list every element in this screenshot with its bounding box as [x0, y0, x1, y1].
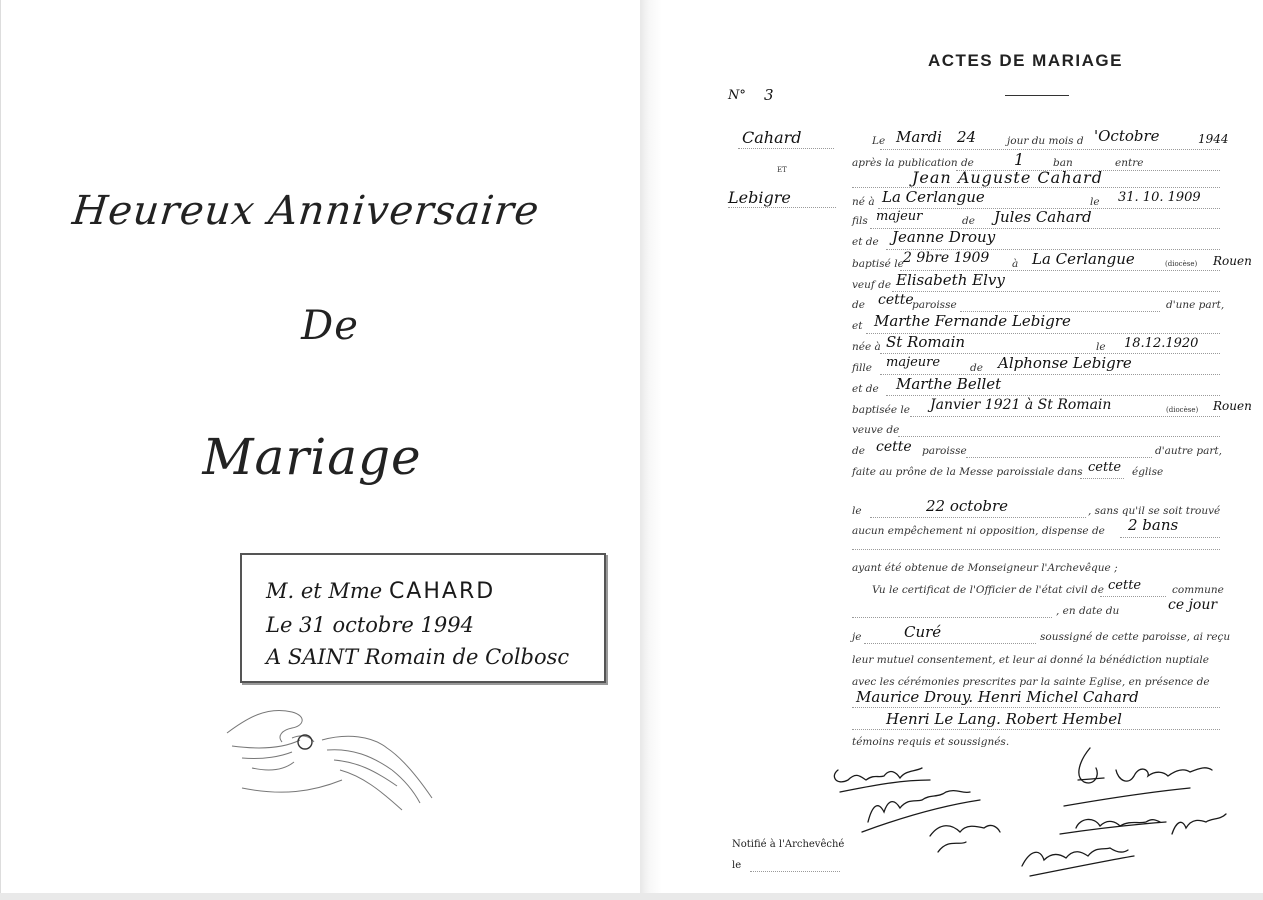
groom-parish: cette — [878, 292, 914, 308]
label-en-date-du: , en date du — [1056, 605, 1120, 617]
date-du: ce jour — [1168, 597, 1218, 613]
groom-bapt-place: La Cerlangue — [1032, 250, 1135, 268]
groom-father: Jules Cahard — [994, 208, 1092, 226]
label-a: à — [1012, 258, 1019, 270]
label-et: et — [852, 320, 863, 332]
label-apres-publication: après la publication de — [852, 157, 974, 169]
bride-birthplace: St Romain — [886, 333, 966, 351]
signature-lebigre — [868, 791, 970, 822]
label-fille: fille — [852, 362, 872, 374]
label-notifie-le: le — [732, 860, 742, 871]
label-et-de: et de — [852, 383, 879, 395]
groom-diocese: Rouen — [1213, 254, 1252, 268]
label-dautre-part: d'autre part, — [1155, 445, 1222, 457]
cover-title-line3: Mariage — [202, 428, 422, 486]
card-family-name: CAHARD — [388, 579, 496, 604]
bride-mother: Marthe Bellet — [896, 375, 1002, 393]
label-et-de: et de — [852, 236, 879, 248]
label-vu-certificat: Vu le certificat de l'Officier de l'état civil de — [872, 584, 1104, 596]
margin-groom-name: Cahard — [742, 128, 802, 147]
label-de: de — [852, 299, 865, 311]
bride-baptism: Janvier 1921 à St Romain — [930, 397, 1112, 413]
card-honorific: M. et Mme — [266, 579, 383, 603]
label-ban: ban — [1053, 157, 1073, 169]
label-diocese: (diocèse) — [1165, 260, 1198, 268]
label-le: le — [1096, 341, 1106, 353]
dispense-bans: 2 bans — [1128, 516, 1179, 534]
commune-name: cette — [1108, 578, 1142, 593]
label-ne-a: né à — [852, 196, 875, 208]
label-fils: fils — [852, 215, 868, 227]
form-line — [750, 871, 840, 872]
groom-mother: Jeanne Drouy — [892, 228, 996, 246]
groom-name: Jean Auguste Cahard — [912, 168, 1103, 187]
cover-title-line1: Heureux Anniversaire — [70, 188, 542, 234]
label-entre: entre — [1115, 157, 1144, 169]
groom-birthdate: 31. 10. 1909 — [1118, 190, 1201, 205]
label-jour-du-mois: jour du mois d — [1007, 135, 1084, 147]
prone-date: 22 octobre — [926, 497, 1008, 515]
cover-title-line2: De — [301, 303, 359, 349]
margin-et: ET — [777, 166, 787, 174]
label-aucun-empechement: aucun empêchement ni opposition, dispense de — [852, 525, 1105, 537]
year: 1944 — [1198, 132, 1229, 146]
card-at: A — [266, 645, 282, 669]
groom-status: majeur — [876, 209, 923, 224]
label-veuve-de: veuve de — [852, 424, 900, 436]
label-dune-part: d'une part, — [1166, 299, 1225, 311]
bride-name: Marthe Fernande Lebigre — [874, 312, 1071, 330]
label-notifie: Notifié à l'Archevêché — [732, 839, 845, 850]
witnesses-line-2: Henri Le Lang. Robert Hembel — [886, 710, 1122, 728]
groom-widow-of: Elisabeth Elvy — [896, 271, 1005, 289]
bride-parish: cette — [876, 439, 912, 455]
ban-count: 1 — [1014, 150, 1025, 169]
label-baptise-le: baptisé le — [852, 258, 904, 270]
label-eglise: église — [1132, 466, 1164, 478]
signature-cahard — [834, 768, 922, 782]
card-line-2: Le 31 octobre 1994 — [266, 613, 474, 637]
margin-bride-name: Lebigre — [728, 188, 791, 207]
label-leur-mutuel: leur mutuel consentement, et leur ai donné la bénédiction nuptiale — [852, 654, 1209, 666]
bride-status: majeure — [886, 355, 941, 370]
cure: Curé — [904, 623, 942, 641]
label-le: le — [1090, 196, 1100, 208]
label-je: je — [852, 631, 862, 643]
label-sans-quil: , sans qu'il se soit trouvé — [1088, 505, 1221, 517]
label-le: le — [852, 505, 862, 517]
label-de: de — [962, 215, 975, 227]
label-diocese: (diocèse) — [1166, 406, 1199, 414]
label-de: de — [970, 362, 983, 374]
label-faite-au-prone: faite au prône de la Messe paroissiale dans — [852, 466, 1083, 478]
card-place: SAINT Romain de Colbosc — [287, 645, 570, 669]
label-paroisse: paroisse — [912, 299, 957, 311]
day: 24 — [957, 128, 977, 146]
label-temoins: témoins requis et soussignés. — [852, 736, 1010, 748]
month: 'Octobre — [1094, 127, 1160, 145]
witnesses-line-1: Maurice Drouy. Henri Michel Cahard — [856, 688, 1139, 706]
groom-birthplace: La Cerlangue — [882, 188, 985, 206]
signature-durand — [1079, 748, 1097, 783]
label-nee-a: née à — [852, 341, 881, 353]
record-number: 3 — [764, 86, 774, 104]
label-le: Le — [872, 135, 886, 147]
label-soussigne: soussigné de cette paroisse, ai reçu — [1040, 631, 1231, 643]
label-ayant-ete: ayant été obtenue de Monseigneur l'Archevêque ; — [852, 562, 1118, 574]
label-baptisee-le: baptisée le — [852, 404, 911, 416]
label-commune: commune — [1172, 584, 1224, 596]
prone-church: cette — [1088, 460, 1122, 475]
weekday: Mardi — [896, 128, 942, 146]
record-number-label: N° — [728, 88, 746, 103]
groom-bapt-date: 2 9bre 1909 — [903, 250, 990, 266]
label-paroisse: paroisse — [922, 445, 967, 457]
bride-father: Alphonse Lebigre — [998, 354, 1132, 372]
label-veuf-de: veuf de — [852, 279, 892, 291]
label-avec-les: avec les cérémonies prescrites par la sainte Eglise, en présence de — [852, 676, 1210, 688]
scan-bottom-edge — [0, 893, 1263, 900]
record-title: ACTES DE MARIAGE — [928, 51, 1123, 70]
signature-hembel — [1022, 848, 1128, 866]
label-de: de — [852, 445, 865, 457]
bride-diocese: Rouen — [1213, 399, 1252, 413]
signature-h-cahard — [1172, 814, 1226, 834]
bride-birthdate: 18.12.1920 — [1124, 336, 1199, 351]
